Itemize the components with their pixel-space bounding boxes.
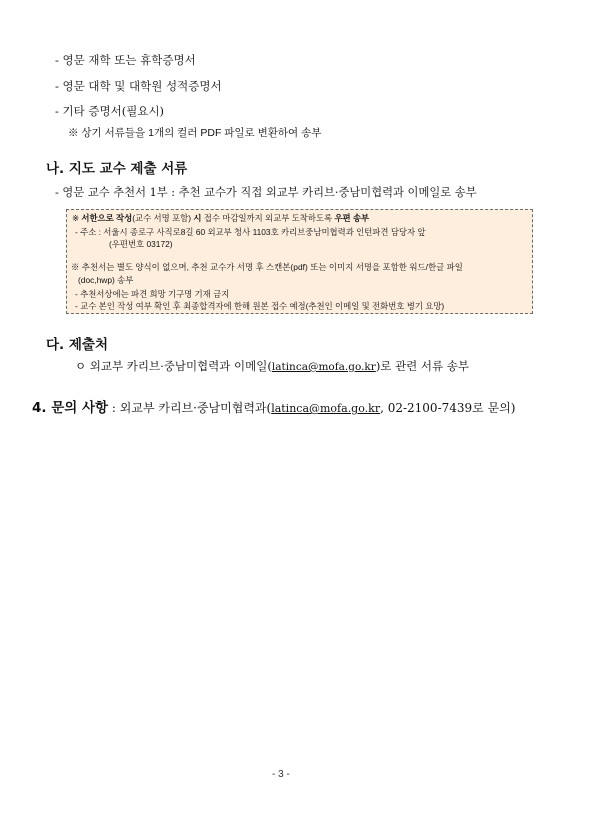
page-number: - 3 - bbox=[272, 769, 290, 780]
email-link[interactable]: latinca@mofa.go.kr bbox=[271, 402, 381, 415]
section-heading-4: 4. 문의 사항 bbox=[32, 400, 109, 416]
section-heading-na: 나. 지도 교수 제출 서류 bbox=[46, 161, 188, 177]
note-line-2: - 주소 : 서울시 종로구 사직로8길 60 외교부 청사 1103호 카리브중남미협력과 인턴파견 담당자 앞 bbox=[75, 227, 426, 237]
note-line-4: ※ 추천서는 별도 양식이 없으며, 추천 교수가 서명 후 스캔본(pdf) 또는 이미지 서명을 포함한 워드/한글 파일 bbox=[71, 262, 463, 272]
section-da-line: ㅇ 외교부 카리브·중남미협력과 이메일(latinca@mofa.go.kr)로 관련 서류 송부 bbox=[75, 359, 470, 373]
note-line-6: - 추천서상에는 파견 희망 기구명 기재 금지 bbox=[75, 289, 230, 299]
note-line-3: (우편번호 03172) bbox=[109, 239, 173, 249]
list-item: - 영문 대학 및 대학원 성적증명서 bbox=[55, 79, 222, 93]
section-4-line: 4. 문의 사항 : 외교부 카리브·중남미협력과(latinca@mofa.go.kr, 02-2100-7439로 문의) bbox=[32, 400, 516, 416]
note-line-7: - 교수 본인 작성 여부 확인 후 최종합격자에 한해 원본 접수 예정(추천인 이메일 및 전화번호 병기 요망) bbox=[75, 301, 445, 311]
section-na-line: - 영문 교수 추천서 1부 : 추천 교수가 직접 외교부 카리브·중남미협력과 이메일로 송부 bbox=[55, 186, 477, 199]
email-link[interactable]: latinca@mofa.go.kr bbox=[271, 361, 376, 373]
section-heading-da: 다. 제출처 bbox=[46, 337, 108, 353]
note-line-5: (doc,hwp) 송부 bbox=[78, 275, 134, 285]
list-item: - 영문 재학 또는 휴학증명서 bbox=[55, 53, 196, 67]
note-box bbox=[66, 209, 533, 314]
list-item: - 기타 증명서(필요시) bbox=[55, 104, 165, 118]
note-line-1: ※ 서한으로 작성(교수 서명 포함) 시 접수 마감일까지 외교부 도착하도록 우편 송부 bbox=[72, 213, 370, 223]
list-note: ※ 상기 서류들을 1개의 컬러 PDF 파일로 변환하여 송부 bbox=[68, 127, 322, 139]
